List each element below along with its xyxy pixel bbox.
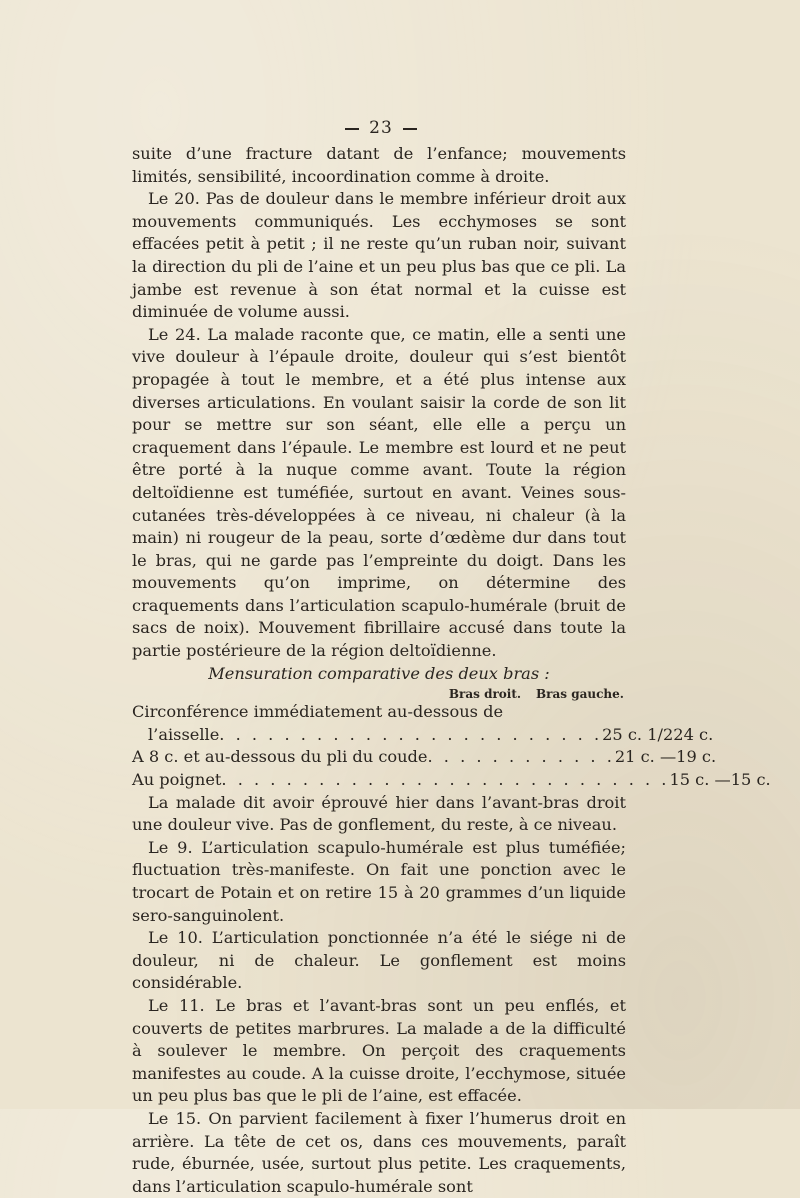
paragraph: La malade dit avoir éprouvé hier dans l’avant-bras droit une douleur vive. Pas de gonflement, du reste, à ce niveau. [132,792,626,835]
body-text [132,143,771,1198]
measurement-row: A 8 c. et au-dessous du pli du coude. . . . . . . . . . . . 21 c. — 19 c. [132,747,717,767]
paragraph: suite d’une fracture datant de l’enfance; mouvements limités, sensibilité, incoordination comme à droite. [132,144,626,186]
page-number: 23 [0,118,762,138]
page-number-dash-left [345,128,359,130]
measurement-header [132,687,626,701]
paragraph: Le 9. L’articulation scapulo-humérale est plus tuméfiée; fluctuation très-manifeste. On fait une ponction avec le trocart de Potain et on retire 15 à 20 grammes d’un liquide sero-sanguinolent. [132,837,626,925]
paragraph: Le 24. La malade raconte que, ce matin, elle a senti une vive douleur à l’épaule droite, douleur qui s’est bientôt propagée à tout le membre, et a été plus intense aux diverses articulations. En voulant saisir la corde de son lit pour se mettre sur son séant, elle elle a perçu un craquement dans l’épaule. Le membre est lourd et ne peut être porté à la nuque comme avant. Toute la région deltoïdienne est tuméfiée, surtout en avant. Veines sous-cutanées très-développées à ce niveau, ni chaleur (à la main) ni rougeur de la peau, sorte d’œdème dur dans tout le bras, qui ne garde pas l’empreinte du doigt. Dans les mouvements qu’on imprime, on détermine des craquements dans l’articulation scapulo-humérale (bruit de sacs de noix). Mouvement fibrillaire accusé dans toute la partie postérieure de la région deltoïdienne. [132,324,626,661]
paragraph: Le 15. On parvient facilement à fixer l’humerus droit en arrière. La tête de cet os, dans ces mouvements, paraît rude, éburnée, usée, surtout plus petite. Les craquements, dans l’articulation scapulo-humérale sont [132,1108,626,1196]
paragraph: Le 11. Le bras et l’avant-bras sont un peu enflés, et couverts de petites marbrures. La malade a de la difficulté à soulever le membre. On perçoit des craquements manifestes au coude. A la cuisse droite, l’ecchymose, située un peu plus bas que le pli de l’aine, est effacée. [132,995,626,1106]
measurement-heading: Mensuration comparative des deux bras : [208,663,550,683]
column-left-arm: Bras gauche. [536,687,624,702]
measurement-row: Au poignet. . . . . . . . . . . . . . . . . . . . . . . . . . . . 15 c. — 15 c. [132,770,771,790]
paragraph: Le 10. L’articulation ponctionnée n’a été le siége ni de douleur, ni de chaleur. Le gonflement est moins considérable. [132,928,626,993]
measurement-table [132,687,771,791]
measurement-row-label-first: Circonférence immédiatement au-dessous de [132,702,504,722]
paragraph: Le 20. Pas de douleur dans le membre inférieur droit aux mouvements communiqués. Les ecchymoses se sont effacées petit à petit ; il ne reste qu’un ruban noir, suivant la direction du pli de l’aine et un peu plus bas que ce pli. La jambe est revenue à son état normal et la cuisse est diminuée de volume aussi. [132,189,626,322]
measurement-row: l’aisselle. . . . . . . . . . . . . . . . . . . . . . . . 25 c. 1/2 24 c. [148,724,714,744]
page-number-dash-right [403,128,417,130]
column-right-arm: Bras droit. [448,687,522,702]
